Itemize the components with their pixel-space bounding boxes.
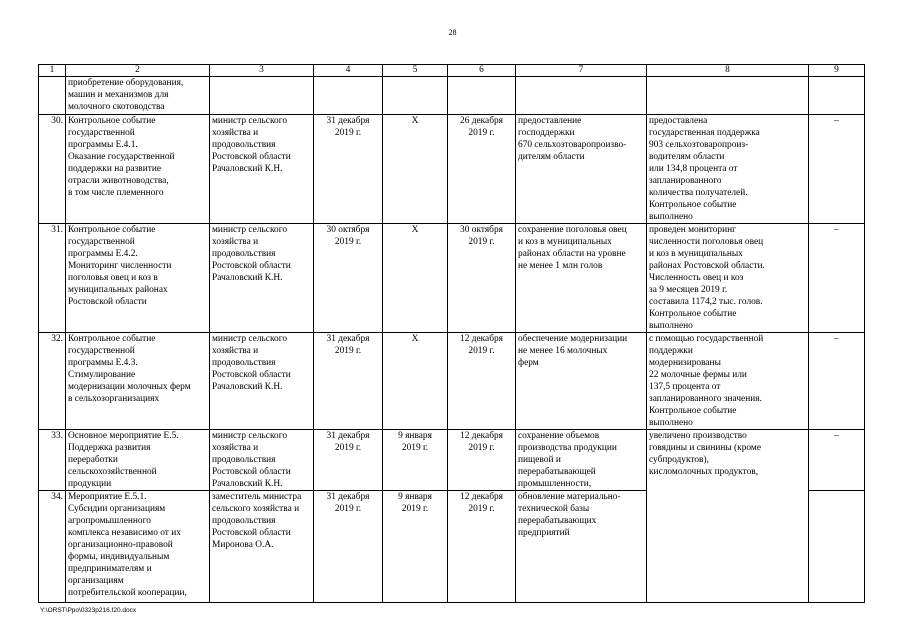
event-name-cell: Контрольное событие государственной программы Е.4.1. Оказание государственной поддержки на развитие отрасли животноводства, в том числе племенного xyxy=(66,115,210,224)
responsible-cell: министр сельского хозяйства и продовольствия Ростовской области Рачаловский К.Н. xyxy=(210,430,314,491)
actual-date-cell: 12 декабря 2019 г. xyxy=(448,430,516,491)
planned-result-cell: сохранение поголовья овец и коз в муниципальных районах области на уровне не менее 1 млн голов xyxy=(516,224,647,333)
actual-result-cell: предоставлена государственная поддержка 903 сельхозтоваропроиз- водителям области или 134,8 процента от запланированного количества получателей. Контрольное событие выполнено xyxy=(647,115,809,224)
planned-result-cell xyxy=(516,77,647,115)
header-cell: 7 xyxy=(516,65,647,77)
plan-date-cell: 31 декабря 2019 г. xyxy=(314,115,383,224)
actual-result-cell xyxy=(647,77,809,115)
file-path-footer: Y:\ORST\Ppo\0323p216.f20.docx xyxy=(40,607,137,614)
header-cell: 9 xyxy=(809,65,865,77)
responsible-cell xyxy=(210,77,314,115)
planned-result-cell: предоставление господдержки 670 сельхозтоваропроизво- дителям области xyxy=(516,115,647,224)
responsible-cell: министр сельского хозяйства и продовольствия Ростовской области Рачаловский К.Н. xyxy=(210,224,314,333)
row-number: 33. xyxy=(39,430,66,491)
note-cell: – xyxy=(809,115,865,224)
note-cell: – xyxy=(809,224,865,333)
row-number: 30. xyxy=(39,115,66,224)
note-cell: – xyxy=(809,430,865,491)
plan-date-cell: 31 декабря 2019 г. xyxy=(314,430,383,491)
table-row xyxy=(39,430,865,491)
header-cell: 2 xyxy=(66,65,210,77)
actual-result-cell: проведен мониторинг численности поголовья овец и коз в муниципальных районах Ростовской области. Численность овец и коз за 9 месяцев 2019 г. составила 1174,2 тыс. голов. Контрольное событие выполнено xyxy=(647,224,809,333)
row-number: 31. xyxy=(39,224,66,333)
planned-result-cell: обеспечение модернизации не менее 16 молочных ферм xyxy=(516,333,647,430)
row-number: 34. xyxy=(39,491,66,603)
responsible-cell: министр сельского хозяйства и продовольствия Ростовской области Рачаловский К.Н. xyxy=(210,333,314,430)
header-cell: 1 xyxy=(39,65,66,77)
actual-date-cell: 30 октября 2019 г. xyxy=(448,224,516,333)
note-cell: – xyxy=(809,333,865,430)
table-row xyxy=(39,224,865,333)
table-header-row xyxy=(39,65,865,77)
table-row xyxy=(39,115,865,224)
actual-date-cell: 26 декабря 2019 г. xyxy=(448,115,516,224)
start-date-cell: Х xyxy=(383,115,448,224)
table-row xyxy=(39,333,865,430)
actual-date-cell: 12 декабря 2019 г. xyxy=(448,491,516,603)
note-cell xyxy=(809,491,865,603)
actual-result-cell: с помощью государственной поддержки модернизированы 22 молочные фермы или 137,5 процента от запланированного значения. Контрольное событие выполнено xyxy=(647,333,809,430)
start-date-cell: Х xyxy=(383,333,448,430)
header-cell: 3 xyxy=(210,65,314,77)
start-date-cell: Х xyxy=(383,224,448,333)
header-cell: 4 xyxy=(314,65,383,77)
actual-date-cell xyxy=(448,77,516,115)
start-date-cell: 9 января 2019 г. xyxy=(383,430,448,491)
header-cell: 6 xyxy=(448,65,516,77)
header-cell: 5 xyxy=(383,65,448,77)
note-cell xyxy=(809,77,865,115)
plan-date-cell xyxy=(314,77,383,115)
responsible-cell: министр сельского хозяйства и продовольствия Ростовской области Рачаловский К.Н. xyxy=(210,115,314,224)
event-name-cell: Контрольное событие государственной программы Е.4.2. Мониторинг численности поголовья овец и коз в муниципальных районах Ростовской области xyxy=(66,224,210,333)
actual-date-cell: 12 декабря 2019 г. xyxy=(448,333,516,430)
plan-date-cell: 31 декабря 2019 г. xyxy=(314,491,383,603)
event-name-cell: Контрольное событие государственной программы Е.4.3. Стимулирование модернизации молочных ферм в сельхозорганизациях xyxy=(66,333,210,430)
event-name-cell: приобретение оборудования, машин и механизмов для молочного скотоводства xyxy=(66,77,210,115)
start-date-cell xyxy=(383,77,448,115)
table-row xyxy=(39,77,865,115)
responsible-cell: заместитель министра сельского хозяйства и продовольствия Ростовской области Миронова О.А. xyxy=(210,491,314,603)
event-name-cell: Основное мероприятие Е.5. Поддержка развития переработки сельскохозяйственной продукции xyxy=(66,430,210,491)
start-date-cell: 9 января 2019 г. xyxy=(383,491,448,603)
header-cell: 8 xyxy=(647,65,809,77)
row-number: 32. xyxy=(39,333,66,430)
planned-result-cell: обновление материально- технической базы перерабатывающих предприятий xyxy=(516,491,647,603)
plan-date-cell: 31 декабря 2019 г. xyxy=(314,333,383,430)
page-number: 28 xyxy=(448,28,457,37)
plan-date-cell: 30 октября 2019 г. xyxy=(314,224,383,333)
event-name-cell: Мероприятие Е.5.1. Субсидии организациям агропромышленного комплекса независимо от их организационно-правовой формы, индивидуальным предпринимателям и организациям потребительской кооперации, xyxy=(66,491,210,603)
report-table xyxy=(38,64,865,603)
row-number xyxy=(39,77,66,115)
actual-result-cell: увеличено производство говядины и свинины (кроме субпродуктов), кисломолочных продуктов, xyxy=(647,430,809,603)
planned-result-cell: сохранение объемов производства продукции пищевой и перерабатывающей промышленности, xyxy=(516,430,647,491)
